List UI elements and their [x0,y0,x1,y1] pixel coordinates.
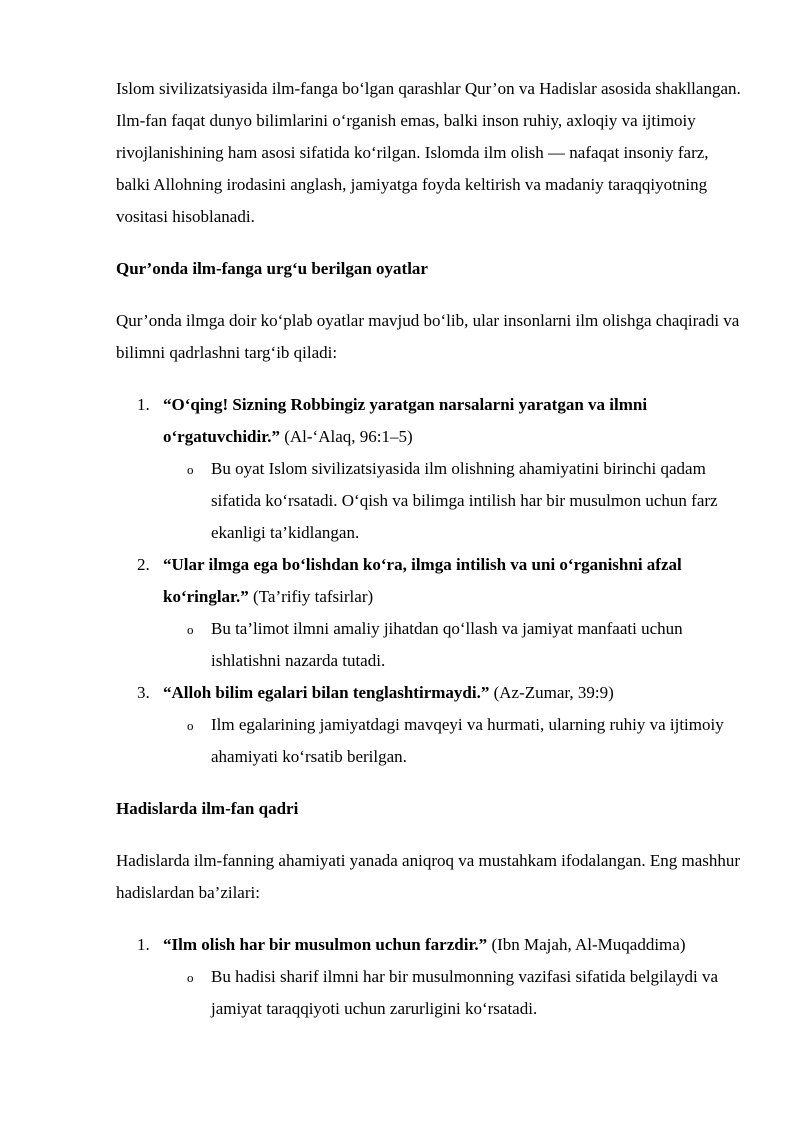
list-item [163,709,746,773]
list-number: 3. [137,683,150,702]
list-item [163,453,746,549]
note-text: Bu oyat Islom sivilizatsiyasida ilm olishning ahamiyatini birinchi qadam sifatida ko‘rsatadi. O‘qish va bilimga intilish har bir musulmon uchun farz ekanligi ta’kidlangan. [211,459,718,542]
verse-source: (Az-Zumar, 39:9) [489,683,614,702]
section-intro-quran: Qur’onda ilmga doir ko‘plab oyatlar mavjud bo‘lib, ular insonlarni ilm olishga chaqiradi va bilimni qadrlashni targ‘ib qiladi: [116,311,740,362]
note-text: Bu ta’limot ilmni amaliy jihatdan qo‘llash va jamiyat manfaati uchun ishlatishni nazarda tutadi. [211,619,683,670]
list-number: 1. [137,935,150,954]
note-list [163,613,746,677]
bullet-icon: o [187,622,194,637]
list-item [116,677,746,773]
note-text: Ilm egalarining jamiyatdagi mavqeyi va hurmati, ularning ruhiy va ijtimoiy ahamiyati ko‘rsatib berilgan. [211,715,724,766]
section-intro-hadith: Hadislarda ilm-fanning ahamiyati yanada aniqroq va mustahkam ifodalangan. Eng mashhur hadislardan ba’zilari: [116,851,741,902]
section-heading-hadith: Hadislarda ilm-fan qadri [116,799,299,818]
intro-paragraph: Islom sivilizatsiyasida ilm-fanga bo‘lgan qarashlar Qur’on va Hadislar asosida shakllangan. Ilm-fan faqat dunyo bilimlarini o‘rganish emas, balki inson ruhiy, axloqiy va ijtimoiy rivojlanishining ham asosi sifatida ko‘rilgan. Islomda ilm olish — nafaqat insoniy farz, balki Allohning irodasini anglash, jamiyatga foyda keltirish va madaniy taraqqiyotning vositasi hisoblanadi. [116,79,741,226]
list-number: 2. [137,555,150,574]
note-list [163,961,746,1025]
list-item [163,613,746,677]
verse-source: (Ta’rifiy tafsirlar) [248,587,374,606]
verse-source: (Al-‘Alaq, 96:1–5) [279,427,413,446]
list-item [163,961,746,1025]
list-item [116,929,746,1025]
list-number: 1. [137,395,150,414]
bullet-icon: o [187,462,194,477]
document-page [116,73,746,1045]
verse-quote: “Ular ilmga ega bo‘lishdan ko‘ra, ilmga intilish va uni o‘rganishni afzal ko‘ringlar.” [163,555,682,606]
list-item [116,389,746,549]
list-item [116,549,746,677]
verse-quote: “Alloh bilim egalari bilan tenglashtirmaydi.” [163,683,490,702]
note-list [163,453,746,549]
hadith-source: (Ibn Majah, Al-Muqaddima) [487,935,686,954]
verse-quote: “O‘qing! Sizning Robbingiz yaratgan narsalarni yaratgan va ilmni o‘rgatuvchidir.” [163,395,648,446]
note-text: Bu hadisi sharif ilmni har bir musulmonning vazifasi sifatida belgilaydi va jamiyat taraqqiyoti uchun zarurligini ko‘rsatadi. [211,967,719,1018]
note-list [163,709,746,773]
hadith-quote: “Ilm olish har bir musulmon uchun farzdir.” [163,935,488,954]
quran-verses-list [116,389,746,773]
bullet-icon: o [187,718,194,733]
section-heading-quran: Qur’onda ilm-fanga urg‘u berilgan oyatlar [116,259,428,278]
bullet-icon: o [187,970,194,985]
hadith-list [116,929,746,1025]
